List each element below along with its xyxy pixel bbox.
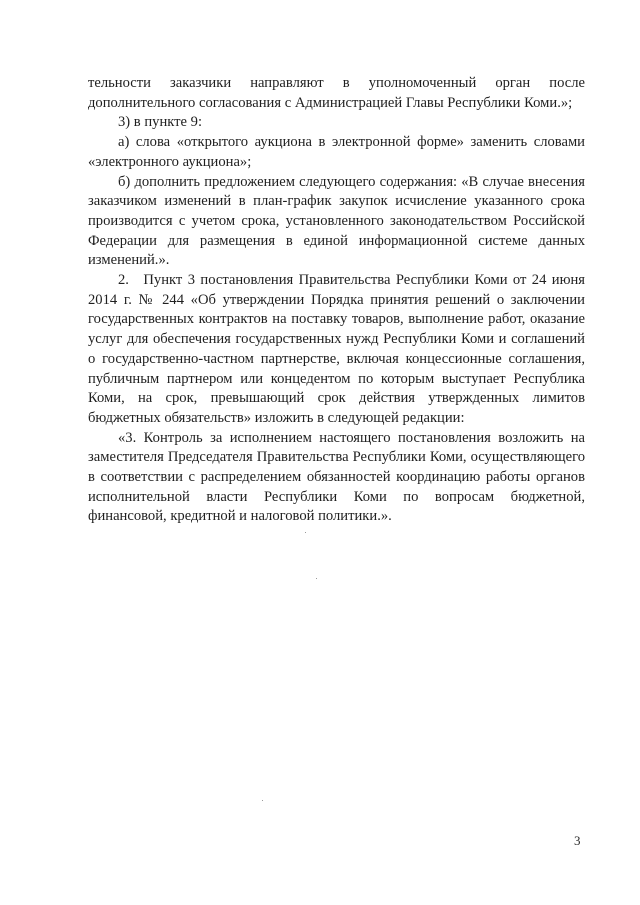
paragraph-point-2 xyxy=(88,271,585,429)
point-number: 2. xyxy=(118,272,129,289)
point-2-text: Пункт 3 постановления Правительства Республики Коми от 24 июня 2014 г. № 244 «Об утверждении Порядка принятия решений о заключении государственных контрактов на поставку товаров, выполнение работ, оказание услуг для обеспечения государственных нужд Республики Коми и соглашений о государственно-частном партнерстве, включая концессионные соглашения, публичным партнером или концедентом по которым выступает Республика Коми, на срок, превышающий срок действия утвержденных лимитов бюджетных обязательств» изложить в следующей редакции: xyxy=(88,272,585,426)
paragraph-continuation: тельности заказчики направляют в уполномоченный орган после дополнительного согласования с Администрацией Главы Республики Коми.»; xyxy=(88,75,585,111)
scan-speck xyxy=(316,578,317,579)
scan-speck xyxy=(262,800,263,801)
page-number: 3 xyxy=(574,833,581,848)
paragraph-subitem-b: б) дополнить предложением следующего содержания: «В случае внесения заказчиком изменений в план-график закупок исчисление указанного срока производится с учетом срока, установленного законодательством Российской Федерации для размещения в единой информационной системе данных изменений.». xyxy=(88,173,585,269)
paragraph-new-point-3: «3. Контроль за исполнением настоящего постановления возложить на заместителя Председателя Правительства Республики Коми, осуществляющего в соответствии с распределением обязанностей координацию работы органов исполнительной власти Республики Коми по вопросам бюджетной, финансовой, кредитной и налоговой политики.». xyxy=(88,429,585,525)
scan-speck xyxy=(305,532,306,533)
paragraph-subitem-a: а) слова «открытого аукциона в электронной форме» заменить словами «электронного аукциона»; xyxy=(88,134,585,170)
paragraph-item-3: 3) в пункте 9: xyxy=(118,114,203,131)
document-body xyxy=(88,74,585,527)
